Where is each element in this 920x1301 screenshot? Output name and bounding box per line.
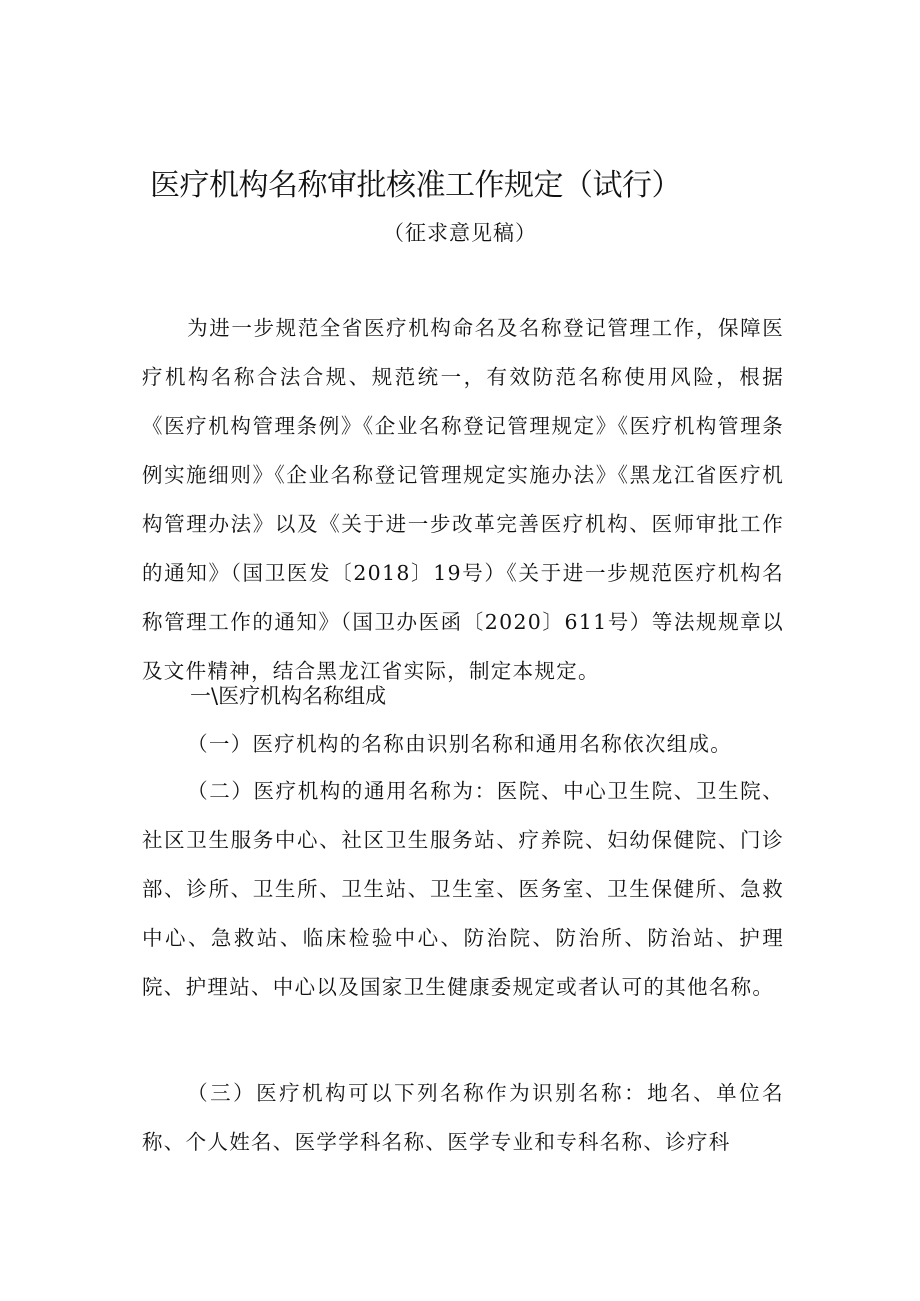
section-item-1: （一）医疗机构的名称由识别名称和通用名称依次组成。 bbox=[187, 732, 733, 756]
preamble-paragraph: 为进一步规范全省医疗机构命名及名称登记管理工作，保障医疗机构名称合法合规、规范统一，有效防范名称使用风险，根据《医疗机构管理条例》《企业名称登记管理规定》《医疗机构管理条例实施细则》《企业名称登记管理规定实施办法》《黑龙江省医疗机构管理办法》以及《关于进一步改革完善医疗机构、医师审批工作的通知》（国卫医发〔2018〕19号）《关于进一步规范医疗机构名称管理工作的通知》（国卫办医函〔2020〕611号）等法规规章以及文件精神，结合黑龙江省实际，制定本规定。 bbox=[142, 316, 784, 683]
section-heading: 一\医疗机构名称组成 bbox=[190, 684, 387, 708]
section-item-3: （三）医疗机构可以下列名称作为识别名称：地名、单位名称、个人姓名、医学学科名称、医学专业和专科名称、诊疗科 bbox=[142, 1081, 784, 1154]
section-item-2: （二）医疗机构的通用名称为：医院、中心卫生院、卫生院、社区卫生服务中心、社区卫生服务站、疗养院、妇幼保健院、门诊部、诊所、卫生所、卫生站、卫生室、医务室、卫生保健所、急救中心、急救站、临床检验中心、防治院、防治所、防治站、护理院、护理站、中心以及国家卫生健康委规定或者认可的其他名称。 bbox=[142, 779, 784, 999]
document-subtitle: （征求意见稿） bbox=[383, 221, 537, 245]
document-title: 医疗机构名称审批核准工作规定（试行） bbox=[150, 168, 681, 203]
